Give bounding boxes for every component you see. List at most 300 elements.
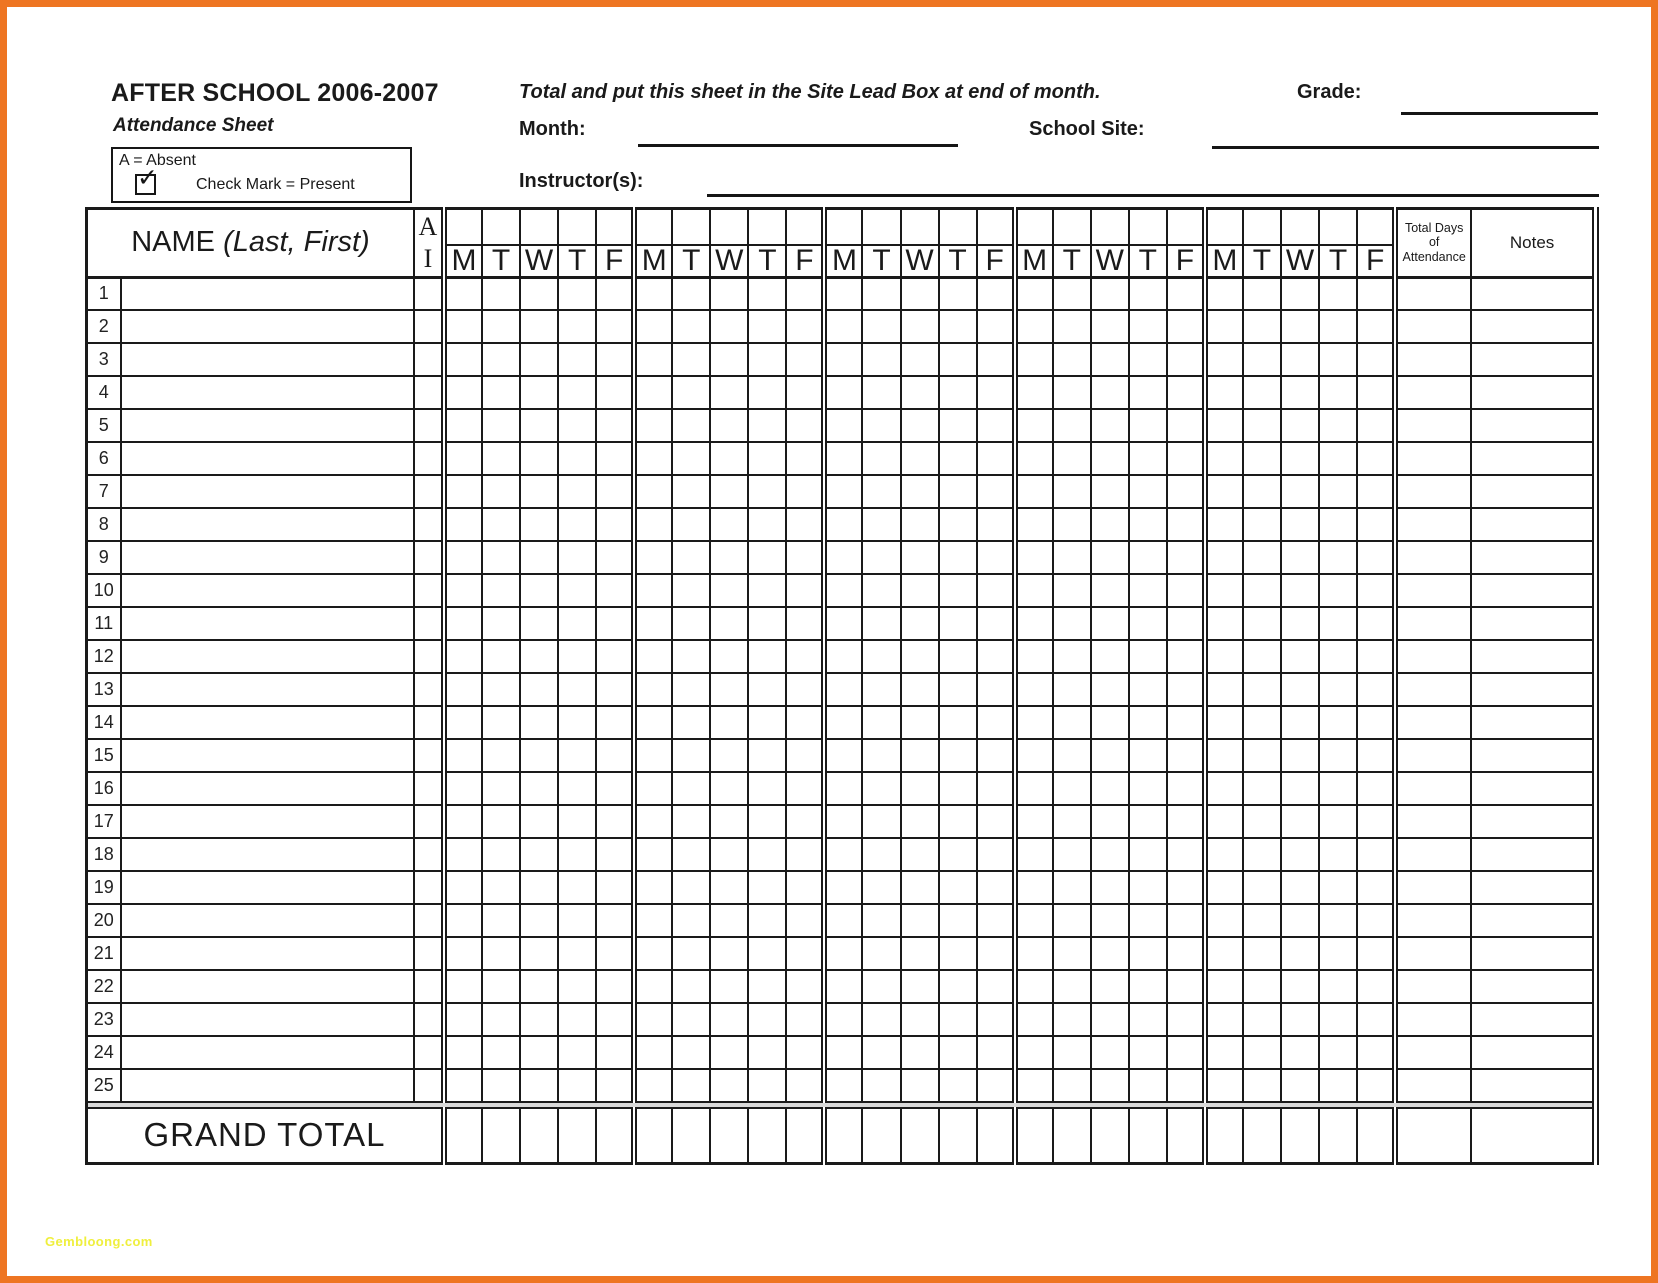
attendance-day-cell [710, 904, 748, 937]
attendance-day-cell [710, 970, 748, 1003]
attendance-day-cell [901, 937, 939, 970]
attendance-day-cell [1091, 1036, 1129, 1069]
attendance-day-cell [1129, 508, 1167, 541]
attendance-day-cell [1281, 706, 1319, 739]
attendance-day-cell [1053, 508, 1091, 541]
day-letter-cell: M [1205, 245, 1243, 278]
attendance-day-cell [1015, 277, 1053, 310]
attendance-day-cell [1053, 607, 1091, 640]
attendance-day-cell [710, 805, 748, 838]
total-days-cell [1395, 937, 1471, 970]
notes-cell [1471, 673, 1595, 706]
instructors-label: Instructor(s): [519, 170, 644, 192]
day-letter-cell: W [710, 245, 748, 278]
grand-total-day-cell [596, 1108, 634, 1163]
attendance-day-cell [1167, 475, 1205, 508]
attendance-day-cell [710, 277, 748, 310]
check-mark-icon: ✓ [137, 164, 158, 192]
attendance-day-cell [1205, 1069, 1243, 1102]
attendance-day-cell [748, 574, 786, 607]
attendance-day-cell [977, 475, 1015, 508]
attendance-day-cell [520, 1003, 558, 1036]
attendance-day-cell [596, 277, 634, 310]
attendance-day-cell [634, 1003, 672, 1036]
attendance-day-cell [786, 970, 824, 1003]
grade-label: Grade: [1297, 81, 1362, 103]
attendance-day-cell [710, 772, 748, 805]
attendance-day-cell [596, 409, 634, 442]
date-box [482, 209, 520, 245]
attendance-day-cell [1167, 343, 1205, 376]
attendance-day-cell [786, 343, 824, 376]
attendance-day-cell [1167, 607, 1205, 640]
attendance-day-cell [520, 1036, 558, 1069]
student-name-cell [121, 1036, 414, 1069]
day-letter-cell: F [596, 245, 634, 278]
attendance-day-cell [596, 508, 634, 541]
attendance-day-cell [1129, 1036, 1167, 1069]
attendance-day-cell [939, 409, 977, 442]
attendance-day-cell [634, 1036, 672, 1069]
attendance-day-cell [901, 640, 939, 673]
notes-cell [1471, 442, 1595, 475]
attendance-day-cell [710, 574, 748, 607]
grand-total-day-cell [482, 1108, 520, 1163]
student-row [87, 904, 1596, 937]
attendance-day-cell [1243, 442, 1281, 475]
attendance-day-cell [748, 409, 786, 442]
attendance-day-cell [824, 574, 862, 607]
attendance-day-cell [1319, 871, 1357, 904]
attendance-day-cell [1281, 673, 1319, 706]
attendance-day-cell [786, 673, 824, 706]
attendance-day-cell [862, 871, 900, 904]
attendance-day-cell [1129, 574, 1167, 607]
student-name-cell [121, 970, 414, 1003]
attendance-day-cell [824, 442, 862, 475]
attendance-day-cell [1091, 706, 1129, 739]
attendance-day-cell [824, 640, 862, 673]
date-box [1167, 209, 1205, 245]
attendance-day-cell [1357, 937, 1395, 970]
attendance-day-cell [1281, 970, 1319, 1003]
total-days-cell [1395, 409, 1471, 442]
attendance-day-cell [901, 277, 939, 310]
attendance-day-cell [1281, 442, 1319, 475]
student-row [87, 640, 1596, 673]
sheet-title: AFTER SCHOOL 2006-2007 [111, 79, 439, 107]
date-box [862, 209, 900, 245]
attendance-day-cell [748, 904, 786, 937]
attendance-day-cell [1129, 838, 1167, 871]
attendance-day-cell [1357, 970, 1395, 1003]
attendance-day-cell [901, 574, 939, 607]
attendance-day-cell [1053, 706, 1091, 739]
attendance-day-cell [1129, 310, 1167, 343]
row-number-cell: 17 [87, 805, 121, 838]
month-label: Month: [519, 118, 586, 140]
attendance-day-cell [1091, 277, 1129, 310]
attendance-day-cell [748, 673, 786, 706]
attendance-day-cell [1167, 904, 1205, 937]
student-row [87, 1036, 1596, 1069]
student-name-cell [121, 376, 414, 409]
checked-checkbox-icon [135, 164, 158, 195]
attendance-day-cell [1129, 640, 1167, 673]
attendance-day-cell [520, 574, 558, 607]
attendance-day-cell [901, 904, 939, 937]
attendance-day-cell [1129, 970, 1167, 1003]
total-days-cell [1395, 376, 1471, 409]
attendance-day-cell [520, 475, 558, 508]
student-row [87, 574, 1596, 607]
attendance-day-cell [1205, 937, 1243, 970]
attendance-day-cell [710, 640, 748, 673]
attendance-day-cell [1243, 310, 1281, 343]
attendance-day-cell [939, 508, 977, 541]
attendance-day-cell [1015, 1003, 1053, 1036]
attendance-day-cell [634, 310, 672, 343]
grand-total-day-cell [1205, 1108, 1243, 1163]
attendance-day-cell [558, 772, 596, 805]
attendance-day-cell [1205, 706, 1243, 739]
total-days-cell [1395, 442, 1471, 475]
attendance-day-cell [1053, 904, 1091, 937]
attendance-day-cell [1167, 805, 1205, 838]
attendance-day-cell [558, 574, 596, 607]
attendance-day-cell [862, 904, 900, 937]
attendance-day-cell [672, 343, 710, 376]
attendance-day-cell [1281, 343, 1319, 376]
grade-write-in-line [1401, 91, 1598, 115]
attendance-day-cell [1319, 772, 1357, 805]
attendance-day-cell [786, 871, 824, 904]
attendance-day-cell [1053, 937, 1091, 970]
attendance-day-cell [710, 343, 748, 376]
attendance-day-cell [1129, 805, 1167, 838]
attendance-day-cell [1243, 640, 1281, 673]
attendance-day-cell [444, 409, 482, 442]
attendance-day-cell [672, 508, 710, 541]
legend-present-row [135, 164, 410, 195]
attendance-day-cell [939, 904, 977, 937]
attendance-day-cell [1129, 1003, 1167, 1036]
attendance-day-cell [520, 805, 558, 838]
attendance-day-cell [520, 607, 558, 640]
attendance-day-cell [1357, 772, 1395, 805]
attendance-day-cell [1243, 970, 1281, 1003]
grand-total-day-cell [748, 1108, 786, 1163]
attendance-day-cell [1243, 277, 1281, 310]
attendance-day-cell [1281, 739, 1319, 772]
attendance-day-cell [482, 574, 520, 607]
attendance-day-cell [1357, 1036, 1395, 1069]
attendance-day-cell [901, 442, 939, 475]
attendance-day-cell [482, 376, 520, 409]
row-number-cell: 6 [87, 442, 121, 475]
attendance-day-cell [710, 1003, 748, 1036]
attendance-day-cell [596, 772, 634, 805]
total-days-cell [1395, 805, 1471, 838]
student-row [87, 508, 1596, 541]
grand-total-day-cell [786, 1108, 824, 1163]
attendance-day-cell [1205, 970, 1243, 1003]
total-days-cell [1395, 1003, 1471, 1036]
day-letter-cell: T [1053, 245, 1091, 278]
attendance-day-cell [444, 970, 482, 1003]
attendance-day-cell [786, 772, 824, 805]
attendance-day-cell [1243, 673, 1281, 706]
attendance-day-cell [634, 673, 672, 706]
attendance-day-cell [1319, 310, 1357, 343]
attendance-day-cell [710, 409, 748, 442]
attendance-day-cell [634, 871, 672, 904]
attendance-day-cell [1015, 805, 1053, 838]
attendance-day-cell [1243, 376, 1281, 409]
student-row [87, 772, 1596, 805]
attendance-day-cell [1053, 310, 1091, 343]
notes-cell [1471, 277, 1595, 310]
attendance-day-cell [786, 475, 824, 508]
attendance-day-cell [1053, 970, 1091, 1003]
day-letter-cell: W [520, 245, 558, 278]
attendance-day-cell [558, 442, 596, 475]
attendance-day-cell [482, 673, 520, 706]
attendance-day-cell [1015, 508, 1053, 541]
attendance-day-cell [596, 442, 634, 475]
attendance-day-cell [444, 673, 482, 706]
attendance-day-cell [786, 739, 824, 772]
attendance-day-cell [1281, 574, 1319, 607]
attendance-day-cell [1243, 739, 1281, 772]
attendance-day-cell [1205, 541, 1243, 574]
attendance-day-cell [558, 1003, 596, 1036]
attendance-day-cell [672, 442, 710, 475]
attendance-day-cell [1243, 541, 1281, 574]
student-row [87, 409, 1596, 442]
ai-cell [414, 277, 444, 310]
attendance-day-cell [672, 904, 710, 937]
attendance-day-cell [977, 310, 1015, 343]
attendance-day-cell [748, 739, 786, 772]
attendance-day-cell [520, 739, 558, 772]
date-box [1281, 209, 1319, 245]
attendance-day-cell [1053, 574, 1091, 607]
date-box [672, 209, 710, 245]
attendance-day-cell [824, 310, 862, 343]
attendance-day-cell [748, 310, 786, 343]
attendance-day-cell [482, 475, 520, 508]
grand-total-day-cell [1243, 1108, 1281, 1163]
attendance-day-cell [482, 838, 520, 871]
attendance-day-cell [977, 739, 1015, 772]
attendance-day-cell [862, 838, 900, 871]
date-box [1357, 209, 1395, 245]
student-row [87, 376, 1596, 409]
attendance-day-cell [1357, 904, 1395, 937]
attendance-day-cell [1167, 640, 1205, 673]
attendance-day-cell [748, 343, 786, 376]
attendance-day-cell [1015, 706, 1053, 739]
attendance-day-cell [901, 541, 939, 574]
attendance-day-cell [1129, 277, 1167, 310]
attendance-day-cell [824, 838, 862, 871]
ai-cell [414, 937, 444, 970]
total-days-cell [1395, 673, 1471, 706]
attendance-day-cell [1243, 475, 1281, 508]
attendance-day-cell [482, 739, 520, 772]
date-box [520, 209, 558, 245]
attendance-day-cell [444, 310, 482, 343]
attendance-day-cell [977, 673, 1015, 706]
attendance-day-cell [862, 508, 900, 541]
attendance-day-cell [1053, 475, 1091, 508]
attendance-day-cell [672, 541, 710, 574]
attendance-day-cell [1357, 640, 1395, 673]
ai-cell [414, 475, 444, 508]
attendance-day-cell [1015, 904, 1053, 937]
attendance-day-cell [977, 574, 1015, 607]
ai-cell [414, 409, 444, 442]
attendance-day-cell [1281, 277, 1319, 310]
attendance-day-cell [1357, 871, 1395, 904]
attendance-day-cell [1167, 871, 1205, 904]
date-box [1205, 209, 1243, 245]
attendance-day-cell [596, 805, 634, 838]
attendance-day-cell [1091, 871, 1129, 904]
attendance-day-cell [939, 1069, 977, 1102]
attendance-day-cell [1167, 673, 1205, 706]
attendance-day-cell [1015, 475, 1053, 508]
attendance-day-cell [786, 541, 824, 574]
attendance-day-cell [1281, 508, 1319, 541]
attendance-day-cell [1205, 574, 1243, 607]
legend-absent-text: A = Absent [119, 152, 196, 169]
attendance-day-cell [1015, 640, 1053, 673]
notes-cell [1471, 871, 1595, 904]
attendance-day-cell [558, 508, 596, 541]
attendance-day-cell [748, 541, 786, 574]
attendance-day-cell [1205, 475, 1243, 508]
attendance-day-cell [482, 772, 520, 805]
attendance-day-cell [824, 343, 862, 376]
total-days-cell [1395, 277, 1471, 310]
attendance-day-cell [1281, 937, 1319, 970]
row-number-cell: 13 [87, 673, 121, 706]
attendance-day-cell [1129, 343, 1167, 376]
attendance-day-cell [862, 1069, 900, 1102]
grand-total-day-cell [1357, 1108, 1395, 1163]
attendance-day-cell [444, 475, 482, 508]
attendance-day-cell [672, 871, 710, 904]
attendance-day-cell [672, 376, 710, 409]
attendance-day-cell [672, 673, 710, 706]
row-number-cell: 11 [87, 607, 121, 640]
attendance-day-cell [1243, 838, 1281, 871]
ai-cell [414, 574, 444, 607]
grand-total-day-cell [1015, 1108, 1053, 1163]
attendance-day-cell [1319, 640, 1357, 673]
attendance-day-cell [672, 706, 710, 739]
watermark: Gembloong.com [45, 1234, 153, 1249]
attendance-day-cell [824, 376, 862, 409]
attendance-day-cell [901, 772, 939, 805]
attendance-day-cell [1357, 607, 1395, 640]
attendance-day-cell [710, 1069, 748, 1102]
attendance-day-cell [977, 937, 1015, 970]
attendance-day-cell [1281, 805, 1319, 838]
attendance-day-cell [482, 1036, 520, 1069]
attendance-day-cell [596, 937, 634, 970]
attendance-day-cell [1357, 805, 1395, 838]
notes-cell [1471, 310, 1595, 343]
attendance-day-cell [634, 442, 672, 475]
total-days-cell [1395, 1069, 1471, 1102]
attendance-day-cell [1129, 871, 1167, 904]
attendance-day-cell [1243, 574, 1281, 607]
attendance-day-cell [786, 1036, 824, 1069]
student-name-cell [121, 640, 414, 673]
attendance-day-cell [672, 805, 710, 838]
notes-cell [1471, 904, 1595, 937]
ai-column-header [414, 209, 444, 278]
attendance-day-cell [1319, 904, 1357, 937]
attendance-day-cell [1357, 376, 1395, 409]
student-row [87, 475, 1596, 508]
attendance-day-cell [1091, 310, 1129, 343]
attendance-day-cell [862, 343, 900, 376]
grand-total-day-cell [824, 1108, 862, 1163]
grand-total-day-cell [939, 1108, 977, 1163]
attendance-day-cell [1319, 1036, 1357, 1069]
attendance-day-cell [596, 475, 634, 508]
total-days-header: Total Days of Attendance [1395, 209, 1471, 278]
student-name-cell [121, 673, 414, 706]
attendance-day-cell [1091, 475, 1129, 508]
attendance-day-cell [558, 739, 596, 772]
date-box [558, 209, 596, 245]
attendance-day-cell [444, 838, 482, 871]
student-name-cell [121, 607, 414, 640]
attendance-day-cell [977, 277, 1015, 310]
student-row [87, 838, 1596, 871]
attendance-day-cell [1319, 277, 1357, 310]
attendance-day-cell [1281, 475, 1319, 508]
attendance-day-cell [748, 607, 786, 640]
attendance-day-cell [596, 673, 634, 706]
attendance-day-cell [939, 739, 977, 772]
attendance-day-cell [901, 409, 939, 442]
attendance-day-cell [1319, 805, 1357, 838]
attendance-day-cell [520, 508, 558, 541]
attendance-day-cell [862, 805, 900, 838]
attendance-day-cell [1357, 508, 1395, 541]
attendance-day-cell [596, 1003, 634, 1036]
attendance-day-cell [977, 805, 1015, 838]
day-letter-cell: M [444, 245, 482, 278]
attendance-day-cell [1357, 475, 1395, 508]
attendance-day-cell [1319, 937, 1357, 970]
ai-header-absent-letter: A [418, 212, 438, 242]
student-row [87, 739, 1596, 772]
attendance-day-cell [824, 1003, 862, 1036]
attendance-day-cell [977, 343, 1015, 376]
attendance-day-cell [1129, 1069, 1167, 1102]
attendance-day-cell [1319, 541, 1357, 574]
attendance-day-cell [862, 310, 900, 343]
attendance-day-cell [1167, 739, 1205, 772]
attendance-day-cell [1091, 640, 1129, 673]
